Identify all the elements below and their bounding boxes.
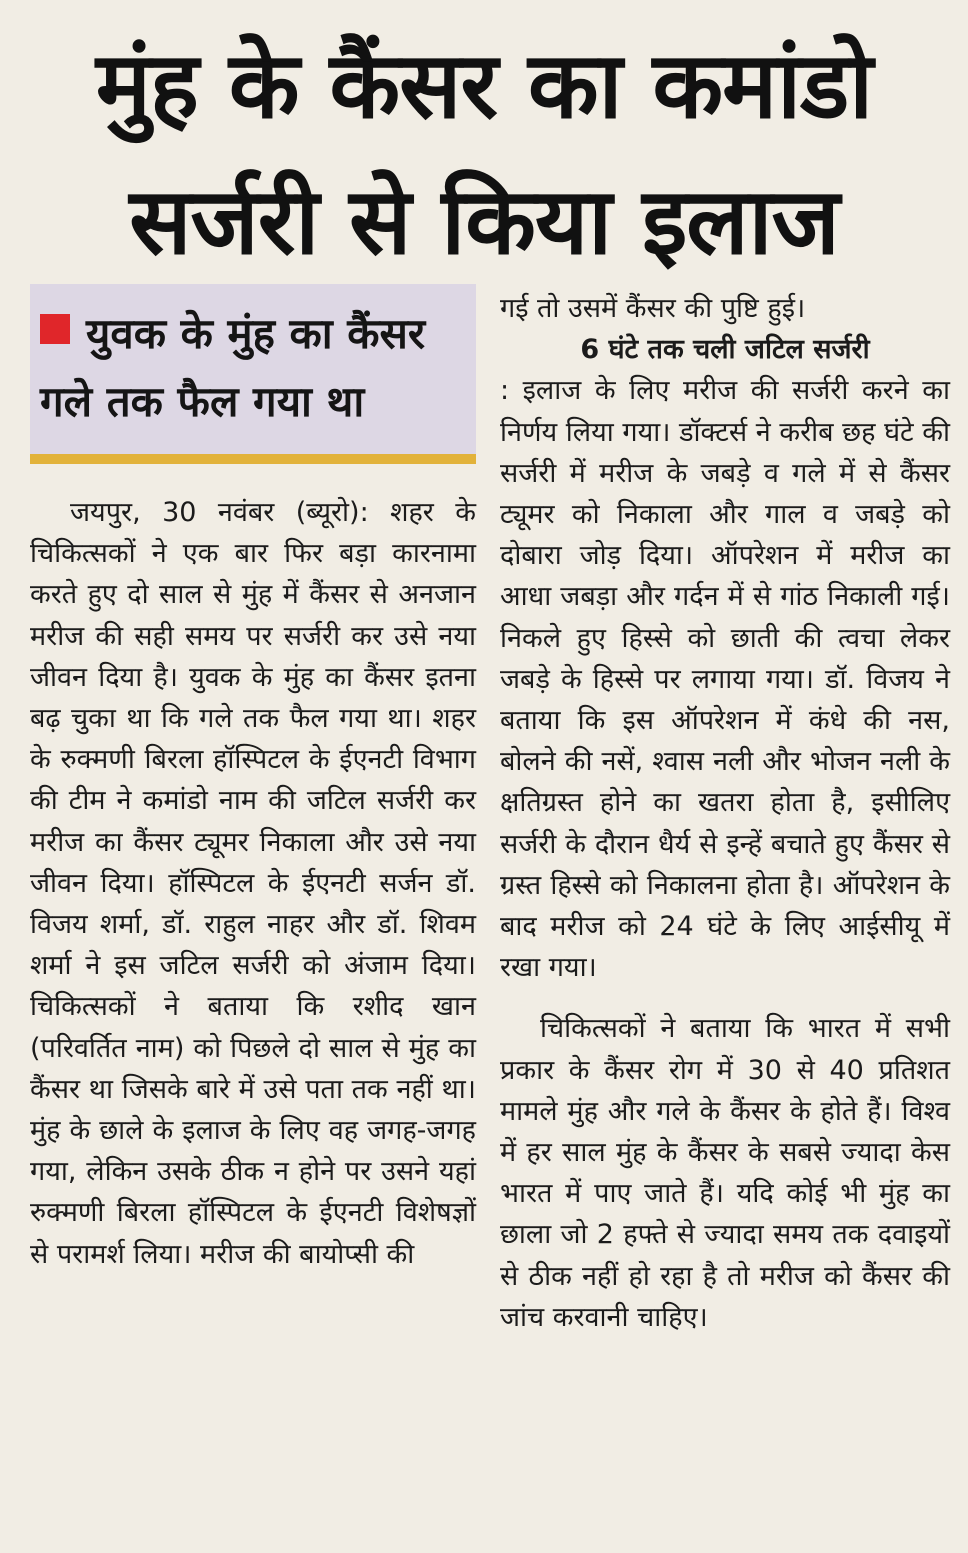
subheadline [40,300,470,436]
right-column [500,288,950,1338]
subheadline-underline [30,454,476,464]
right-column-subheading: 6 घंटे तक चली जटिल सर्जरी [580,334,870,366]
headline-line-2: सर्जरी से किया इलाज [129,168,839,275]
headline [20,18,948,290]
headline-line-1: मुंह के कैंसर का कमांडो [95,32,873,139]
subheadline-text: युवक के मुंह का कैंसर गले तक फैल गया था [40,309,426,426]
left-column-paragraph: जयपुर, 30 नवंबर (ब्यूरो): शहर के चिकित्सकों ने एक बार फिर बड़ा कारनामा करते हुए दो साल से मुंह में कैंसर से अनजान मरीज की सही समय पर सर्जरी कर उसे नया जीवन दिया है। युवक के मुंह का कैंसर इतना बढ़ चुका था कि गले तक फैल गया था। शहर के रुक्मणी बिरला हॉस्पिटल के ईएनटी विभाग की टीम ने कमांडो नाम की जटिल सर्जरी कर मरीज का कैंसर ट्यूमर निकाला और उसे नया जीवन दिया। हॉस्पिटल के ईएनटी सर्जन डॉ. विजय शर्मा, डॉ. राहुल नाहर और डॉ. शिवम शर्मा ने इस जटिल सर्जरी को अंजाम दिया। चिकित्सकों ने बताया कि रशीद खान (परिवर्तित नाम) को पिछले दो साल से मुंह का कैंसर था जिसके बारे में उसे पता तक नहीं था। मुंह के छाले के इलाज के लिए वह जगह-जगह गया, लेकिन उसके ठीक न होने पर उसने यहां रुक्मणी बिरला हॉस्पिटल के ईएनटी विशेषज्ञों से परामर्श लिया। मरीज की बायोप्सी की [30,497,476,1270]
right-column-paragraph-2: चिकित्सकों ने बताया कि भारत में सभी प्रकार के कैंसर रोग में 30 से 40 प्रतिशत मामले मुंह और गले के कैंसर के होते हैं। विश्व में हर साल मुंह के कैंसर के सबसे ज्यादा केस भारत में पाए जाते हैं। यदि कोई भी मुंह का छाला जो 2 हफ्ते से ज्यादा समय तक दवाइयों से ठीक नहीं हो रहा है तो मरीज को कैंसर की जांच करवानी चाहिए। [500,1013,950,1333]
right-column-paragraph-1: : इलाज के लिए मरीज की सर्जरी करने का निर्णय लिया गया। डॉक्टर्स ने करीब छह घंटे की सर्जरी में मरीज के जबड़े व गले में से कैंसर ट्यूमर को निकाला और गाल व जबड़े को दोबारा जोड़ दिया। ऑपरेशन में मरीज का आधा जबड़ा और गर्दन में से गांठ निकाली गई। निकले हुए हिस्से को छाती की त्वचा लेकर जबड़े के हिस्से पर लगाया गया। डॉ. विजय ने बताया कि इस ऑपरेशन में कंधे की नस, बोलने की नसें, श्वास नली और भोजन नली के क्षतिग्रस्त होने का खतरा होता है, इसीलिए सर्जरी के दौरान धैर्य से इन्हें बचाते हुए कैंसर से ग्रस्त हिस्से को निकालना होता है। ऑपरेशन के बाद मरीज को 24 घंटे के लिए आईसीयू में रखा गया। [500,375,950,984]
right-column-continuation: गई तो उसमें कैंसर की पुष्टि हुई। [500,293,806,324]
left-column [30,492,476,1275]
red-square-bullet-icon [40,314,70,344]
